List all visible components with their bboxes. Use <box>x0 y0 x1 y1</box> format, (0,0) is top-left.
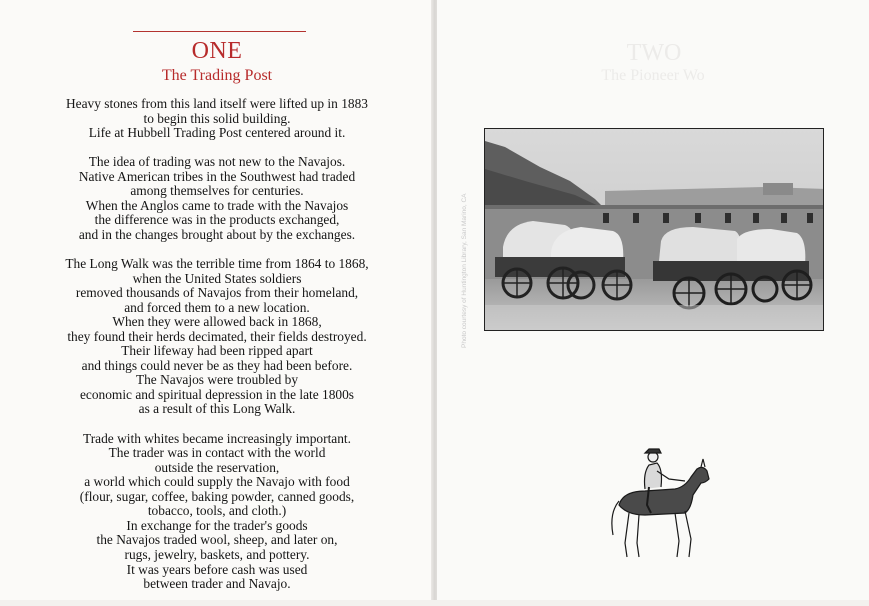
paragraph-line: the Navajos traded wool, sheep, and later on, <box>96 532 338 548</box>
paragraph <box>18 155 416 242</box>
horse-and-rider-illustration <box>605 443 713 563</box>
show-through-subheading: The Pioneer Wo <box>601 67 705 84</box>
show-through-heading: TWO <box>626 40 682 66</box>
body-text <box>18 97 416 606</box>
paragraph-line: When they were allowed back in 1868, <box>112 314 322 330</box>
paragraph-line: economic and spiritual depression in the late 1800s <box>79 386 355 402</box>
paragraph-line: The idea of trading was not new to the Navajos. <box>88 154 346 170</box>
paragraph-line: outside the reservation, <box>154 459 280 475</box>
wagon-photo <box>484 128 824 331</box>
paragraph-line: and forced them to a new location. <box>124 299 310 315</box>
paragraph-line: When the Anglos came to trade with the Navajos <box>85 197 349 213</box>
paragraph-line: Their lifeway had been ripped apart <box>121 343 313 359</box>
paragraph-line: between trader and Navajo. <box>143 576 291 592</box>
paragraph-line: and in the changes brought about by the exchanges. <box>78 226 356 242</box>
paragraph <box>18 257 416 417</box>
paragraph <box>18 97 416 141</box>
paragraph-line: and things could never be as they had been before. <box>81 357 353 373</box>
paragraph-line: a world which could supply the Navajo with food <box>84 474 350 490</box>
paragraph-line: removed thousands of Navajos from their homeland, <box>75 285 359 301</box>
paragraph-line: they found their herds decimated, their fields destroyed. <box>67 328 367 344</box>
paragraph-line: The Long Walk was the terrible time from 1864 to 1868, <box>65 256 369 272</box>
paragraph-line: (flour, sugar, coffee, baking powder, canned goods, <box>79 488 355 504</box>
photo-credit: Photo courtesy of Huntington Library, San Marino, CA <box>461 193 468 348</box>
paragraph-line: rugs, jewelry, baskets, and pottery. <box>124 546 310 562</box>
paragraph <box>18 432 416 592</box>
chapter-number: ONE <box>191 38 243 64</box>
paragraph-line: to begin this solid building. <box>143 110 291 126</box>
paragraph-line: Native American tribes in the Southwest had traded <box>78 168 356 184</box>
paragraph-line: Life at Hubbell Trading Post centered around it. <box>88 125 346 141</box>
chapter-rule <box>133 31 306 32</box>
left-page <box>0 0 434 600</box>
paragraph-line: as a result of this Long Walk. <box>138 401 296 417</box>
paragraph-line: Trade with whites became increasingly important. <box>83 430 351 446</box>
paragraph-line: The Navajos were troubled by <box>135 372 299 388</box>
chapter-title: The Trading Post <box>161 67 273 84</box>
wagon-photo-image <box>485 129 824 331</box>
paragraph-line: tobacco, tools, and cloth.) <box>147 503 287 519</box>
paragraph-line: Heavy stones from this land itself were lifted up in 1883 <box>66 96 368 111</box>
paragraph-line: when the United States soldiers <box>132 270 302 286</box>
paragraph-line: The trader was in contact with the world <box>108 445 326 461</box>
paragraph-line: the difference was in the products exchanged, <box>94 212 340 228</box>
paragraph-line: It was years before cash was used <box>126 561 308 577</box>
paragraph-line: In exchange for the trader's goods <box>126 517 308 533</box>
paragraph-line: among themselves for centuries. <box>130 183 304 199</box>
